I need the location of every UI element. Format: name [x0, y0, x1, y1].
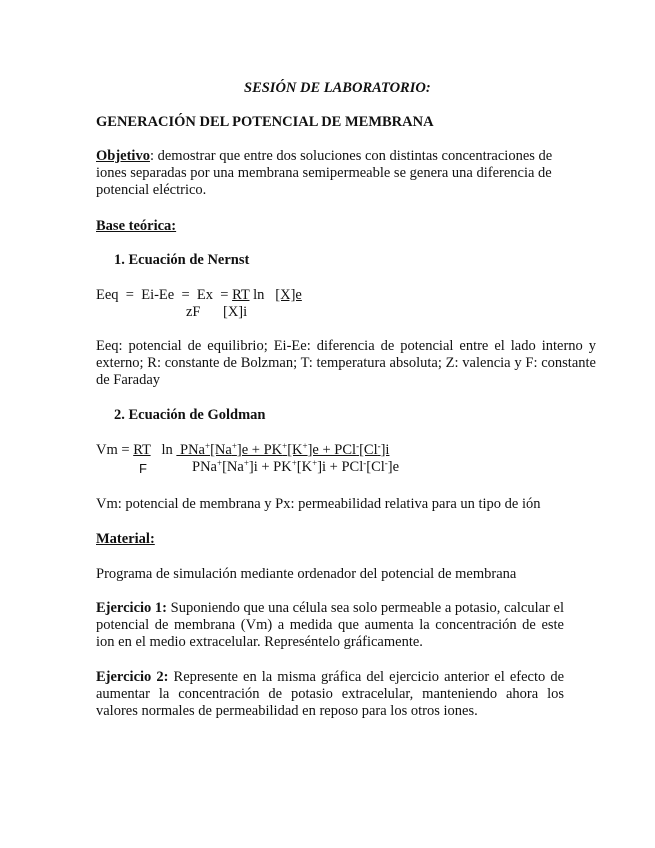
exercise-2 — [96, 669, 564, 720]
nernst-equation-top — [96, 287, 302, 304]
session-title: SESIÓN DE LABORATORIO: — [244, 80, 431, 96]
goldman-f: F — [139, 461, 147, 476]
goldman-heading: 2. Ecuación de Goldman — [114, 407, 266, 423]
nernst-rt: RT — [232, 287, 250, 303]
material-heading: Material: — [96, 531, 155, 547]
nernst-numerator: [X]e — [275, 287, 302, 303]
goldman-rt: RT — [133, 442, 151, 458]
exercise-2-label: Ejercicio 2: — [96, 669, 169, 685]
main-title: GENERACIÓN DEL POTENCIAL DE MEMBRANA — [96, 114, 434, 130]
nernst-lhs: Eeq = Ei-Ee = Ex = — [96, 287, 233, 303]
base-theory-heading: Base teórica: — [96, 218, 177, 234]
nernst-zf: zF — [186, 304, 201, 320]
exercise-1 — [96, 600, 564, 651]
exercise-1-label: Ejercicio 1: — [96, 600, 167, 616]
goldman-ln: ln — [161, 442, 173, 458]
goldman-equation-top — [96, 442, 389, 459]
material-text: Programa de simulación mediante ordenador del potencial de membrana — [96, 566, 517, 582]
goldman-lhs: Vm = — [96, 442, 134, 458]
goldman-description: Vm: potencial de membrana y Px: permeabilidad relativa para un tipo de ión — [96, 496, 541, 512]
goldman-numerator: PNa+[Na+]e + PK+[K+]e + PCl-[Cl-]i — [180, 441, 390, 458]
nernst-denominator: [X]i — [223, 304, 248, 320]
nernst-description: Eeq: potencial de equilibrio; Ei-Ee: diferencia de potencial entre el lado interno y externo; R: constante de Bolzman; T: temperatura absoluta; Z: valencia y F: constante de Faraday — [96, 338, 596, 388]
objective-text: : demostrar que entre dos soluciones con distintas concentraciones de iones separadas por una membrana semipermeable se genera una diferencia de potencial eléctrico. — [96, 148, 553, 198]
nernst-ln: ln — [253, 287, 265, 303]
objective-label: Objetivo — [96, 148, 150, 164]
goldman-denominator: PNa+[Na+]i + PK+[K+]i + PCl-[Cl-]e — [192, 458, 400, 475]
exercise-1-text: Suponiendo que una célula sea solo permeable a potasio, calcular el potencial de membrana (Vm) a medida que aumenta la concentración de este ion en el medio extracelular. Represéntelo gráficamente. — [96, 600, 564, 650]
objective-paragraph — [96, 148, 564, 199]
nernst-heading: 1. Ecuación de Nernst — [114, 252, 250, 268]
exercise-2-text: Represente en la misma gráfica del ejercicio anterior el efecto de aumentar la concentración de potasio extracelular, manteniendo ahora los valores normales de permeabilidad en reposo para los otros iones. — [96, 669, 564, 719]
